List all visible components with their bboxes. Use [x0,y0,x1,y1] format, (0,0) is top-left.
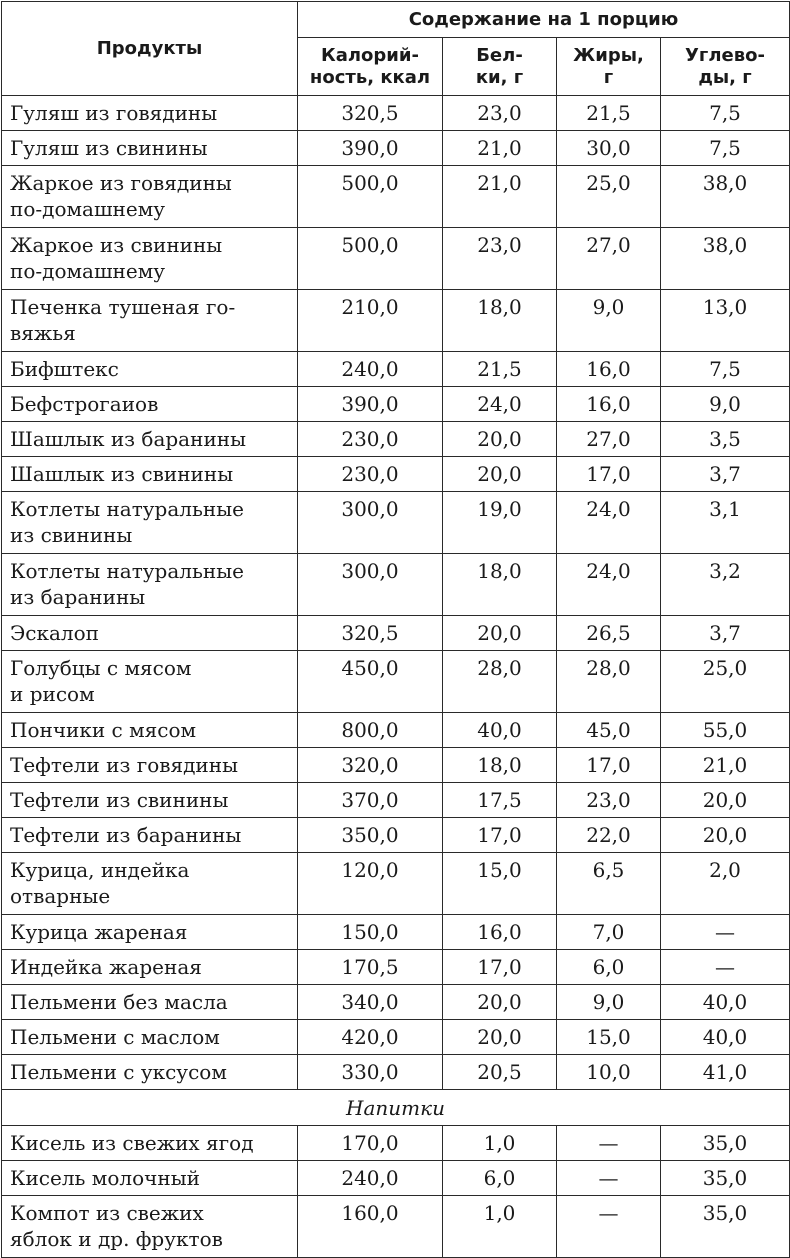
product-name: Шашлык из баранины [2,422,298,457]
protein-value: 17,0 [443,950,557,985]
table-row [2,783,790,818]
header-fat: Жиры, г [557,38,661,96]
carbs-value: — [661,915,790,950]
table-row [2,387,790,422]
section-title: Напитки [2,1090,790,1126]
kcal-value: 320,0 [298,748,443,783]
fat-value: 9,0 [557,290,661,352]
carbs-value: 7,5 [661,96,790,131]
product-name: Жаркое из говядины по-домашнему [2,166,298,228]
product-name: Бефстрогаиов [2,387,298,422]
carbs-value: 20,0 [661,783,790,818]
table-row [2,1055,790,1090]
product-name: Пельмени с уксусом [2,1055,298,1090]
kcal-value: 300,0 [298,492,443,554]
table-row [2,352,790,387]
fat-value: 25,0 [557,166,661,228]
table-row [2,457,790,492]
fat-value: 22,0 [557,818,661,853]
product-name: Котлеты натуральные из свинины [2,492,298,554]
kcal-value: 320,5 [298,96,443,131]
product-name: Гуляш из говядины [2,96,298,131]
table-body [2,96,790,1258]
header-protein: Бел- ки, г [443,38,557,96]
product-name: Пельмени с маслом [2,1020,298,1055]
carbs-value: 41,0 [661,1055,790,1090]
carbs-value: 3,7 [661,457,790,492]
carbs-value: 13,0 [661,290,790,352]
protein-value: 21,5 [443,352,557,387]
kcal-value: 450,0 [298,651,443,713]
protein-value: 17,0 [443,818,557,853]
product-name: Шашлык из свинины [2,457,298,492]
carbs-value: 38,0 [661,228,790,290]
carbs-value: 7,5 [661,352,790,387]
kcal-value: 390,0 [298,387,443,422]
fat-value: 27,0 [557,228,661,290]
carbs-value: 3,5 [661,422,790,457]
carbs-value: 35,0 [661,1196,790,1258]
carbs-value: 35,0 [661,1126,790,1161]
kcal-value: 170,5 [298,950,443,985]
protein-value: 18,0 [443,748,557,783]
kcal-value: 210,0 [298,290,443,352]
fat-value: 17,0 [557,748,661,783]
table-row [2,1196,790,1258]
protein-value: 23,0 [443,96,557,131]
table-row [2,818,790,853]
kcal-value: 240,0 [298,1161,443,1196]
product-name: Бифштекс [2,352,298,387]
section-row [2,1090,790,1126]
product-name: Эскалоп [2,616,298,651]
protein-value: 15,0 [443,853,557,915]
table-row [2,228,790,290]
product-name: Котлеты натуральные из баранины [2,554,298,616]
kcal-value: 370,0 [298,783,443,818]
protein-value: 1,0 [443,1196,557,1258]
protein-value: 20,0 [443,616,557,651]
protein-value: 21,0 [443,166,557,228]
table-row [2,166,790,228]
carbs-value: 40,0 [661,1020,790,1055]
protein-value: 20,0 [443,457,557,492]
protein-value: 20,5 [443,1055,557,1090]
kcal-value: 240,0 [298,352,443,387]
fat-value: 24,0 [557,554,661,616]
product-name: Курица, индейка отварные [2,853,298,915]
carbs-value: 20,0 [661,818,790,853]
table-row [2,554,790,616]
kcal-value: 800,0 [298,713,443,748]
carbs-value: 3,1 [661,492,790,554]
fat-value: 7,0 [557,915,661,950]
fat-value: 28,0 [557,651,661,713]
table-row [2,131,790,166]
fat-value: — [557,1126,661,1161]
protein-value: 19,0 [443,492,557,554]
table-row [2,748,790,783]
product-name: Тефтели из свинины [2,783,298,818]
protein-value: 1,0 [443,1126,557,1161]
protein-value: 20,0 [443,422,557,457]
product-name: Тефтели из баранины [2,818,298,853]
nutrition-table [1,1,790,1258]
protein-value: 28,0 [443,651,557,713]
carbs-value: 55,0 [661,713,790,748]
kcal-value: 230,0 [298,457,443,492]
kcal-value: 390,0 [298,131,443,166]
header-products: Продукты [2,2,298,96]
table-row [2,950,790,985]
protein-value: 18,0 [443,554,557,616]
protein-value: 18,0 [443,290,557,352]
carbs-value: 3,7 [661,616,790,651]
carbs-value: 7,5 [661,131,790,166]
table-header [2,2,790,96]
fat-value: 6,0 [557,950,661,985]
product-name: Курица жареная [2,915,298,950]
table-row [2,1161,790,1196]
fat-value: 9,0 [557,985,661,1020]
carbs-value: 38,0 [661,166,790,228]
fat-value: 45,0 [557,713,661,748]
product-name: Кисель из свежих ягод [2,1126,298,1161]
kcal-value: 330,0 [298,1055,443,1090]
kcal-value: 120,0 [298,853,443,915]
fat-value: 27,0 [557,422,661,457]
table-row [2,713,790,748]
table-row [2,651,790,713]
kcal-value: 500,0 [298,228,443,290]
table-row [2,492,790,554]
protein-value: 23,0 [443,228,557,290]
carbs-value: 25,0 [661,651,790,713]
product-name: Индейка жареная [2,950,298,985]
product-name: Печенка тушеная го- вяжья [2,290,298,352]
fat-value: 21,5 [557,96,661,131]
carbs-value: 21,0 [661,748,790,783]
fat-value: 10,0 [557,1055,661,1090]
product-name: Голубцы с мясом и рисом [2,651,298,713]
carbs-value: 9,0 [661,387,790,422]
protein-value: 17,5 [443,783,557,818]
protein-value: 16,0 [443,915,557,950]
fat-value: 17,0 [557,457,661,492]
product-name: Кисель молочный [2,1161,298,1196]
product-name: Жаркое из свинины по-домашнему [2,228,298,290]
fat-value: 24,0 [557,492,661,554]
fat-value: 23,0 [557,783,661,818]
kcal-value: 350,0 [298,818,443,853]
product-name: Пончики с мясом [2,713,298,748]
carbs-value: 2,0 [661,853,790,915]
fat-value: 16,0 [557,387,661,422]
table-row [2,985,790,1020]
protein-value: 21,0 [443,131,557,166]
kcal-value: 150,0 [298,915,443,950]
product-name: Компот из свежих яблок и др. фруктов [2,1196,298,1258]
table-row [2,1020,790,1055]
kcal-value: 230,0 [298,422,443,457]
kcal-value: 170,0 [298,1126,443,1161]
table-row [2,915,790,950]
kcal-value: 420,0 [298,1020,443,1055]
protein-value: 24,0 [443,387,557,422]
kcal-value: 320,5 [298,616,443,651]
product-name: Пельмени без масла [2,985,298,1020]
fat-value: — [557,1196,661,1258]
header-content-per-serving: Содержание на 1 порцию [298,2,790,38]
table-row [2,616,790,651]
table-row [2,422,790,457]
header-carbs: Углево- ды, г [661,38,790,96]
carbs-value: 40,0 [661,985,790,1020]
protein-value: 20,0 [443,1020,557,1055]
kcal-value: 500,0 [298,166,443,228]
product-name: Гуляш из свинины [2,131,298,166]
table-row [2,96,790,131]
carbs-value: — [661,950,790,985]
carbs-value: 3,2 [661,554,790,616]
fat-value: 6,5 [557,853,661,915]
table-row [2,853,790,915]
fat-value: 16,0 [557,352,661,387]
fat-value: 26,5 [557,616,661,651]
header-kcal: Калорий- ность, ккал [298,38,443,96]
table-row [2,1126,790,1161]
fat-value: 30,0 [557,131,661,166]
kcal-value: 300,0 [298,554,443,616]
protein-value: 40,0 [443,713,557,748]
product-name: Тефтели из говядины [2,748,298,783]
protein-value: 6,0 [443,1161,557,1196]
carbs-value: 35,0 [661,1161,790,1196]
fat-value: — [557,1161,661,1196]
protein-value: 20,0 [443,985,557,1020]
table-row [2,290,790,352]
kcal-value: 160,0 [298,1196,443,1258]
fat-value: 15,0 [557,1020,661,1055]
kcal-value: 340,0 [298,985,443,1020]
